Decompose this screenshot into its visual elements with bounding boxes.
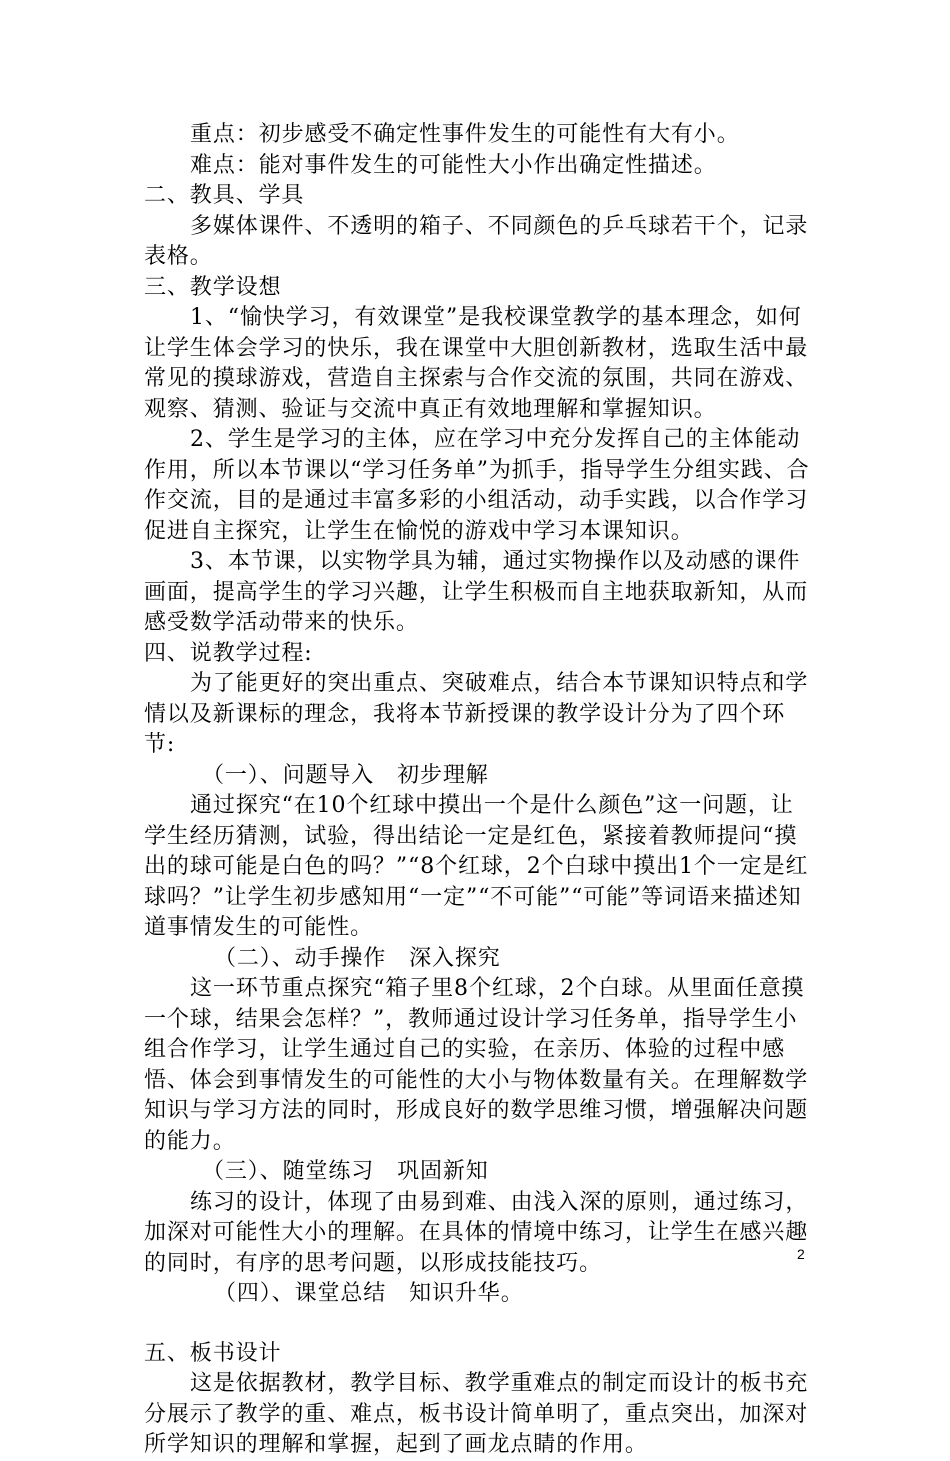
process-intro-paragraph: 为了能更好的突出重点、突破难点，结合本节课知识特点和学情以及新课标的理念，我将本节新授课的教学设计分为了四个环节: <box>144 671 809 757</box>
page-number: 2 <box>797 1246 805 1262</box>
section-heading-teaching-concept: 三、教学设想 <box>144 274 282 300</box>
difficult-point: 难点：能对事件发生的可能性大小作出确定性描述。 <box>190 152 717 178</box>
board-design-paragraph: 这是依据教材，教学目标、教学重难点的制定而设计的板书充分展示了教学的重、难点，板书设计简单明了，重点突出，加深对所学知识的理解和掌握，起到了画龙点睛的作用。 <box>144 1371 809 1457</box>
section-heading-teaching-process: 四、说教学过程: <box>144 640 313 666</box>
document-body <box>144 120 812 1461</box>
step-1-paragraph: 通过探究“在10个红球中摸出一个是什么颜色”这一问题，让学生经历猜测，试验，得出结论一定是红色，紧接着教师提问“摸出的球可能是白色的吗？”“8个红球，2个白球中摸出1个一定是红球吗？”让学生初步感知用“一定”“不可能”“可能”等词语来描述知道事情发生的可能性。 <box>144 793 809 940</box>
step-3-paragraph: 练习的设计，体现了由易到难、由浅入深的原则，通过练习，加深对可能性大小的理解。在具体的情境中练习，让学生在感兴趣的同时，有序的思考问题，以形成技能技巧。 <box>144 1189 809 1276</box>
step-2-heading: （二）、动手操作 深入探究 <box>214 945 501 971</box>
teaching-aids-paragraph: 多媒体课件、不透明的箱子、不同颜色的乒乓球若干个，记录表格。 <box>144 213 809 269</box>
section-heading-teaching-aids: 二、教具、学具 <box>144 183 305 208</box>
step-1-heading: （一）、问题导入 初步理解 <box>202 762 489 788</box>
key-point: 重点：初步感受不确定性事件发生的可能性有大有小。 <box>190 122 740 147</box>
section-heading-board-design: 五、板书设计 <box>144 1340 282 1366</box>
step-4-heading: （四）、课堂总结 知识升华。 <box>214 1281 524 1306</box>
step-3-heading: （三）、随堂练习 巩固新知 <box>202 1159 489 1184</box>
concept-paragraph-2: 2、学生是学习的主体，应在学习中充分发挥自己的主体能动作用，所以本节课以“学习任务单”为抓手，指导学生分组实践、合作交流，目的是通过丰富多彩的小组活动，动手实践，以合作学习促进自主探究，让学生在愉悦的游戏中学习本课知识。 <box>144 427 810 544</box>
step-2-paragraph: 这一环节重点探究“箱子里8个红球，2个白球。从里面任意摸一个球，结果会怎样？”，教师通过设计学习任务单，指导学生小组合作学习，让学生通过自己的实验，在亲历、体验的过程中感悟、体会到事情发生的可能性的大小与物体数量有关。在理解数学知识与学习方法的同时，形成良好的数学思维习惯，增强解决问题的能力。 <box>144 976 809 1154</box>
concept-paragraph-3: 3、本节课，以实物学具为辅，通过实物操作以及动感的课件画面，提高学生的学习兴趣，让学生积极而自主地获取新知，从而感受数学活动带来的快乐。 <box>144 549 809 635</box>
blank-line <box>144 1310 812 1339</box>
concept-paragraph-1: 1、“愉快学习，有效课堂”是我校课堂教学的基本理念，如何让学生体会学习的快乐，我在课堂中大胆创新教材，选取生活中最常见的摸球游戏，营造自主探索与合作交流的氛围，共同在游戏、观察、猜测、验证与交流中真正有效地理解和掌握知识。 <box>144 305 809 422</box>
